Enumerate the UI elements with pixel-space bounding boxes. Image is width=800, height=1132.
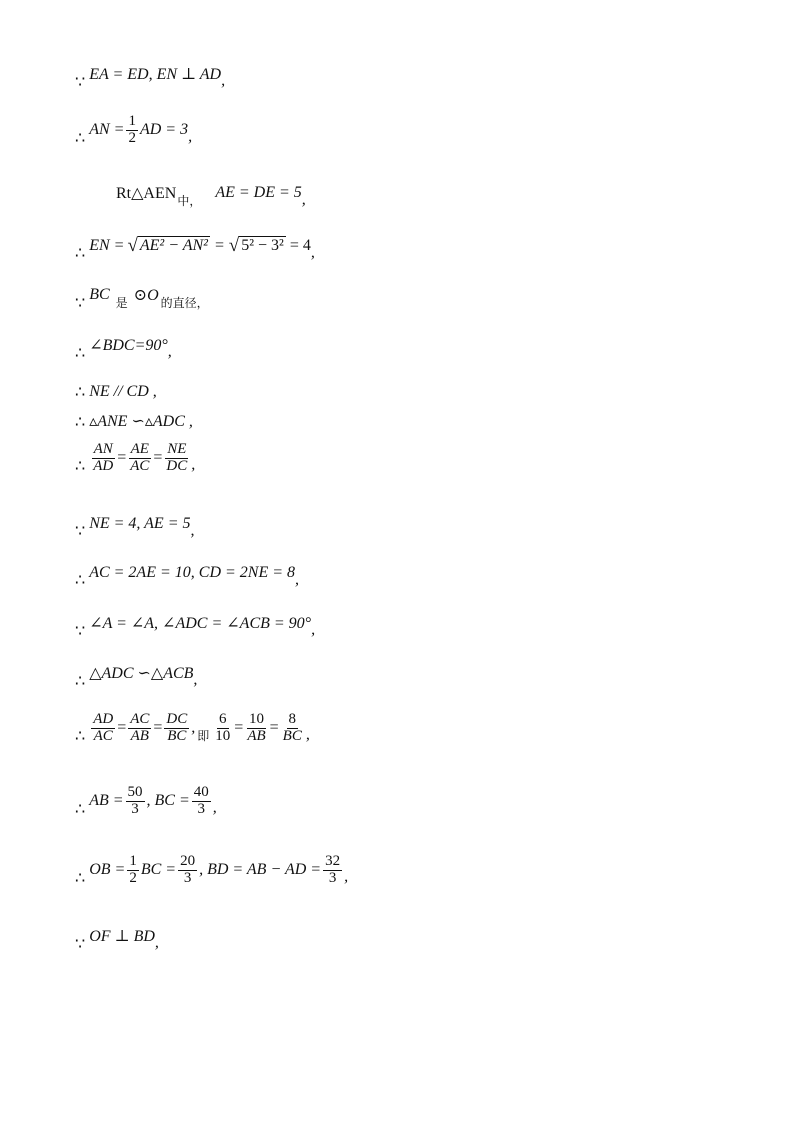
step-17 xyxy=(75,926,159,953)
denominator: AB xyxy=(247,727,266,744)
comma: , xyxy=(154,934,159,951)
numerator: 6 xyxy=(219,711,227,727)
math-expression: ⊙O xyxy=(133,287,159,304)
step-12 xyxy=(75,613,316,640)
comma: , xyxy=(212,799,217,817)
denominator: AD xyxy=(93,457,114,474)
math-expression: , BD = AB − AD = xyxy=(199,861,322,879)
math-expression: AN = xyxy=(89,121,125,139)
denominator: AC xyxy=(130,457,150,474)
equals-sign: = xyxy=(153,719,163,737)
radicand: 5² − 3² xyxy=(241,237,284,254)
chinese-text: 即 xyxy=(197,728,210,743)
comma: , xyxy=(311,621,316,638)
step-9 xyxy=(75,442,195,475)
fraction xyxy=(281,712,304,745)
numerator: 1 xyxy=(128,113,136,129)
fraction xyxy=(91,712,115,745)
denominator: AC xyxy=(93,727,113,744)
numerator: AD xyxy=(93,711,114,727)
math-expression: BC = xyxy=(140,861,177,879)
fraction xyxy=(323,854,342,887)
step-4 xyxy=(75,235,315,262)
numerator: 20 xyxy=(180,853,196,869)
therefore-symbol: ∴ xyxy=(75,382,86,401)
comma: , xyxy=(193,671,198,688)
therefore-symbol: ∴ xyxy=(75,342,86,362)
fraction xyxy=(192,785,211,818)
math-expression: AC = 2AE = 10, CD = 2NE = 8 xyxy=(89,563,296,581)
because-symbol: ∵ xyxy=(75,521,86,540)
math-expression: ∠A = ∠A, ∠ADC = ∠ACB = 90° xyxy=(89,615,312,632)
math-expression: EN = xyxy=(89,236,125,254)
comma: , xyxy=(301,191,306,208)
step-16 xyxy=(75,854,348,887)
numerator: AN xyxy=(93,441,113,457)
math-expression: NE // CD , xyxy=(89,382,157,400)
chinese-text: 中， xyxy=(177,193,202,208)
math-expression: OF ⊥ BD xyxy=(89,928,155,945)
denominator: 2 xyxy=(129,869,137,886)
math-expression: AE = DE = 5 xyxy=(215,184,302,201)
therefore-symbol: ∴ xyxy=(75,670,86,690)
fraction xyxy=(128,712,151,745)
numerator: 8 xyxy=(288,711,296,727)
equals-sign: = xyxy=(117,719,127,737)
numerator: AC xyxy=(130,711,150,727)
chinese-text: 是 xyxy=(115,295,128,310)
comma: , xyxy=(191,456,196,474)
numerator: 10 xyxy=(248,711,264,727)
math-expression: AD = 3 xyxy=(139,121,189,139)
numerator: AE xyxy=(130,441,149,457)
fraction xyxy=(178,854,197,887)
fraction xyxy=(127,854,139,887)
step-3 xyxy=(116,183,306,208)
step-5 xyxy=(75,285,209,312)
therefore-symbol: ∴ xyxy=(75,411,86,431)
denominator: 2 xyxy=(128,129,136,146)
comma: , xyxy=(221,72,226,89)
denominator: 10 xyxy=(215,727,231,744)
math-expression: NE = 4, AE = 5 xyxy=(89,514,191,532)
therefore-symbol: ∴ xyxy=(75,243,86,262)
denominator: AB xyxy=(130,727,149,744)
therefore-symbol: ∴ xyxy=(75,798,86,818)
math-expression: = xyxy=(213,236,225,254)
comma: , xyxy=(167,343,172,360)
square-root xyxy=(127,236,210,255)
equals-sign: = xyxy=(153,449,163,467)
numerator: 40 xyxy=(193,784,209,800)
radicand: AE² − AN² xyxy=(139,237,208,254)
fraction xyxy=(213,712,232,745)
denominator: DC xyxy=(166,457,188,474)
math-expression: AB = xyxy=(89,792,124,810)
fraction xyxy=(126,785,145,818)
fraction xyxy=(245,712,267,745)
denominator: 3 xyxy=(183,869,192,886)
numerator: DC xyxy=(166,711,188,727)
numerator: 50 xyxy=(127,784,143,800)
because-symbol: ∵ xyxy=(75,933,86,953)
chinese-text: 的直径， xyxy=(160,295,209,310)
denominator: 3 xyxy=(328,869,337,886)
comma: , xyxy=(310,243,315,261)
radical-sign: √ xyxy=(127,235,138,256)
comma: , xyxy=(344,868,349,886)
denominator: 3 xyxy=(197,800,206,817)
denominator: 3 xyxy=(131,800,139,817)
because-symbol: ∵ xyxy=(75,292,86,312)
comma: , xyxy=(305,726,310,744)
step-11 xyxy=(75,563,300,589)
numerator: 1 xyxy=(129,853,137,869)
fraction xyxy=(126,114,138,147)
therefore-symbol: ∴ xyxy=(75,127,86,147)
math-expression: , BC = xyxy=(146,792,190,810)
math-expression: BC xyxy=(89,286,110,303)
math-expression: EA = ED, EN ⊥ AD xyxy=(89,66,222,83)
because-symbol: ∵ xyxy=(75,620,86,640)
therefore-symbol: ∴ xyxy=(75,867,86,887)
square-root xyxy=(229,236,286,255)
math-expression: OB = xyxy=(89,861,126,879)
radical-sign: √ xyxy=(228,235,240,256)
step-10 xyxy=(75,514,195,540)
denominator: BC xyxy=(167,727,187,744)
comma: , xyxy=(188,128,193,146)
because-symbol: ∵ xyxy=(75,71,86,91)
step-6 xyxy=(75,335,172,362)
step-1 xyxy=(75,64,226,91)
therefore-symbol: ∴ xyxy=(75,455,86,475)
fraction xyxy=(91,442,115,475)
equals-sign: = xyxy=(117,449,127,467)
fraction xyxy=(164,712,189,745)
numerator: NE xyxy=(167,441,187,457)
comma: , xyxy=(295,570,300,588)
step-2 xyxy=(75,114,192,147)
step-14 xyxy=(75,712,310,745)
fraction xyxy=(128,442,151,475)
step-13 xyxy=(75,663,198,690)
math-expression: Rt△AEN xyxy=(116,185,177,202)
therefore-symbol: ∴ xyxy=(75,570,86,589)
equals-sign: = xyxy=(269,719,279,737)
math-expression: ∠BDC=90° xyxy=(89,337,168,354)
step-15 xyxy=(75,785,217,818)
comma: , xyxy=(190,521,195,539)
fraction xyxy=(164,442,189,475)
numerator: 32 xyxy=(325,853,341,869)
step-7 xyxy=(75,382,157,401)
step-8 xyxy=(75,411,193,431)
math-expression: ▵ANE ∽▵ADC , xyxy=(89,413,193,430)
denominator: BC xyxy=(282,727,302,744)
comma: , xyxy=(191,719,196,737)
math-expression: = 4 xyxy=(289,236,311,254)
therefore-symbol: ∴ xyxy=(75,725,86,745)
equals-sign: = xyxy=(234,719,244,737)
math-expression: △ADC ∽△ACB xyxy=(89,665,194,682)
